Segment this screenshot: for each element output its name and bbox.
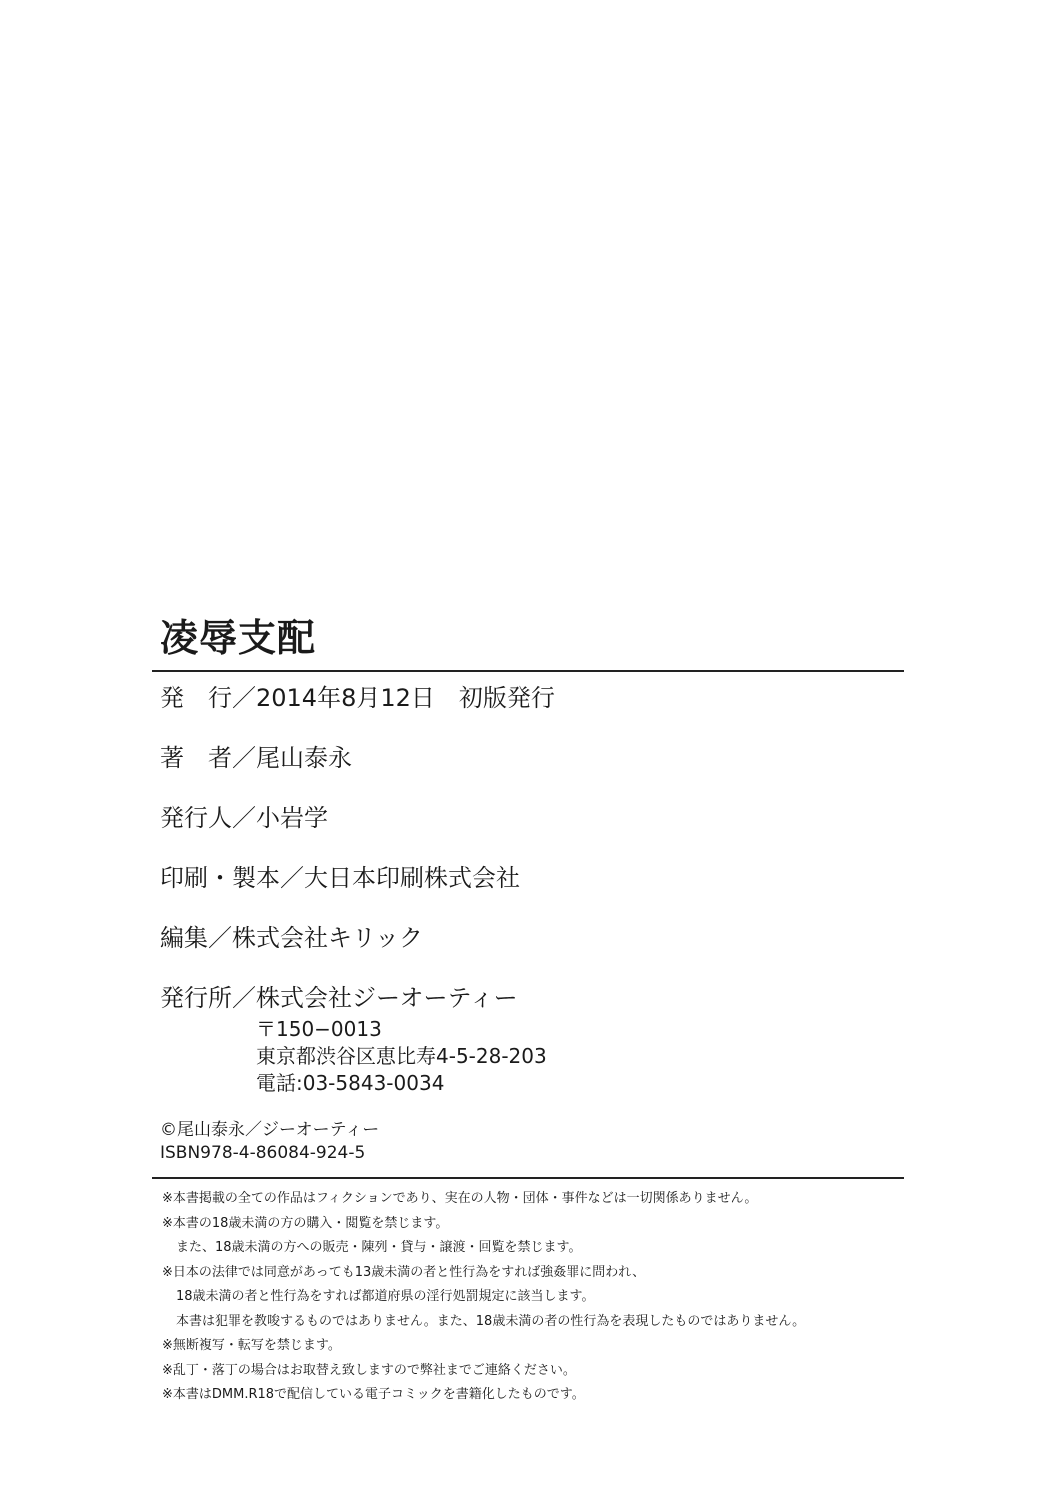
street-address: 東京都渋谷区恵比寿4-5-28-203	[256, 1044, 547, 1068]
isbn-line: ISBN978-4-86084-924-5	[160, 1143, 366, 1163]
colophon	[152, 612, 904, 1408]
postal-code: 〒150−0013	[256, 1017, 382, 1041]
entry-separator: ／	[232, 804, 256, 832]
entry-label: 発 行	[160, 684, 232, 712]
entry-label: 著 者	[160, 744, 232, 772]
entry-printing	[160, 863, 904, 893]
entry-value: 小岩学	[256, 804, 328, 832]
title-divider	[152, 670, 904, 672]
entry-separator: ／	[232, 744, 256, 772]
entry-separator: ／	[232, 984, 256, 1012]
entry-publication-date	[160, 683, 904, 713]
note-disclaimer: 本書は犯罪を教唆するものではありません。また、18歳未満の者の性行為を表現したものではありません。	[176, 1313, 806, 1329]
copyright-line: ©尾山泰永／ジーオーティー	[160, 1120, 380, 1140]
entry-label: 発行人	[160, 804, 232, 832]
note-defects: ※乱丁・落丁の場合はお取替え致しますので弊社までご連絡ください。	[162, 1362, 576, 1378]
note-origin: ※本書はDMM.R18で配信している電子コミックを書籍化したものです。	[162, 1387, 585, 1402]
entry-value: 株式会社ジーオーティー	[256, 984, 518, 1012]
note-law-continued: 18歳未満の者と性行為をすれば都道府県の淫行処罰規定に該当します。	[176, 1289, 595, 1304]
entry-separator: ／	[208, 924, 232, 952]
notes-divider	[152, 1177, 904, 1179]
phone-number: 電話:03-5843-0034	[256, 1071, 445, 1095]
entry-separator: ／	[232, 684, 256, 712]
note-distribution: また、18歳未満の方への販売・陳列・貸与・譲渡・回覧を禁じます。	[176, 1240, 582, 1255]
note-law: ※日本の法律では同意があっても13歳未満の者と性行為をすれば強姦罪に問われ、	[162, 1264, 646, 1280]
note-no-copying: ※無断複写・転写を禁じます。	[162, 1338, 341, 1353]
entry-author	[160, 743, 904, 773]
entry-value: 2014年8月12日 初版発行	[256, 684, 555, 712]
entry-value: 尾山泰永	[256, 744, 352, 772]
entry-label: 印刷・製本	[160, 864, 280, 892]
note-fiction: ※本書掲載の全ての作品はフィクションであり、実在の人物・団体・事件などは一切関係ありません。	[162, 1191, 758, 1206]
rights-block	[152, 1119, 904, 1165]
entry-separator: ／	[280, 864, 304, 892]
entry-editing	[160, 923, 904, 953]
note-age-restriction: ※本書の18歳未満の方の購入・閲覧を禁じます。	[162, 1215, 449, 1231]
entry-publisher	[160, 983, 904, 1013]
entry-label: 編集	[160, 924, 208, 952]
entry-label: 発行所	[160, 984, 232, 1012]
legal-notes	[152, 1187, 904, 1408]
entry-publisher-person	[160, 803, 904, 833]
publisher-address	[160, 1016, 904, 1097]
entry-value: 株式会社キリック	[232, 924, 424, 952]
publication-details	[152, 683, 904, 1097]
entry-value: 大日本印刷株式会社	[304, 864, 520, 892]
book-title: 凌辱支配	[160, 616, 317, 660]
